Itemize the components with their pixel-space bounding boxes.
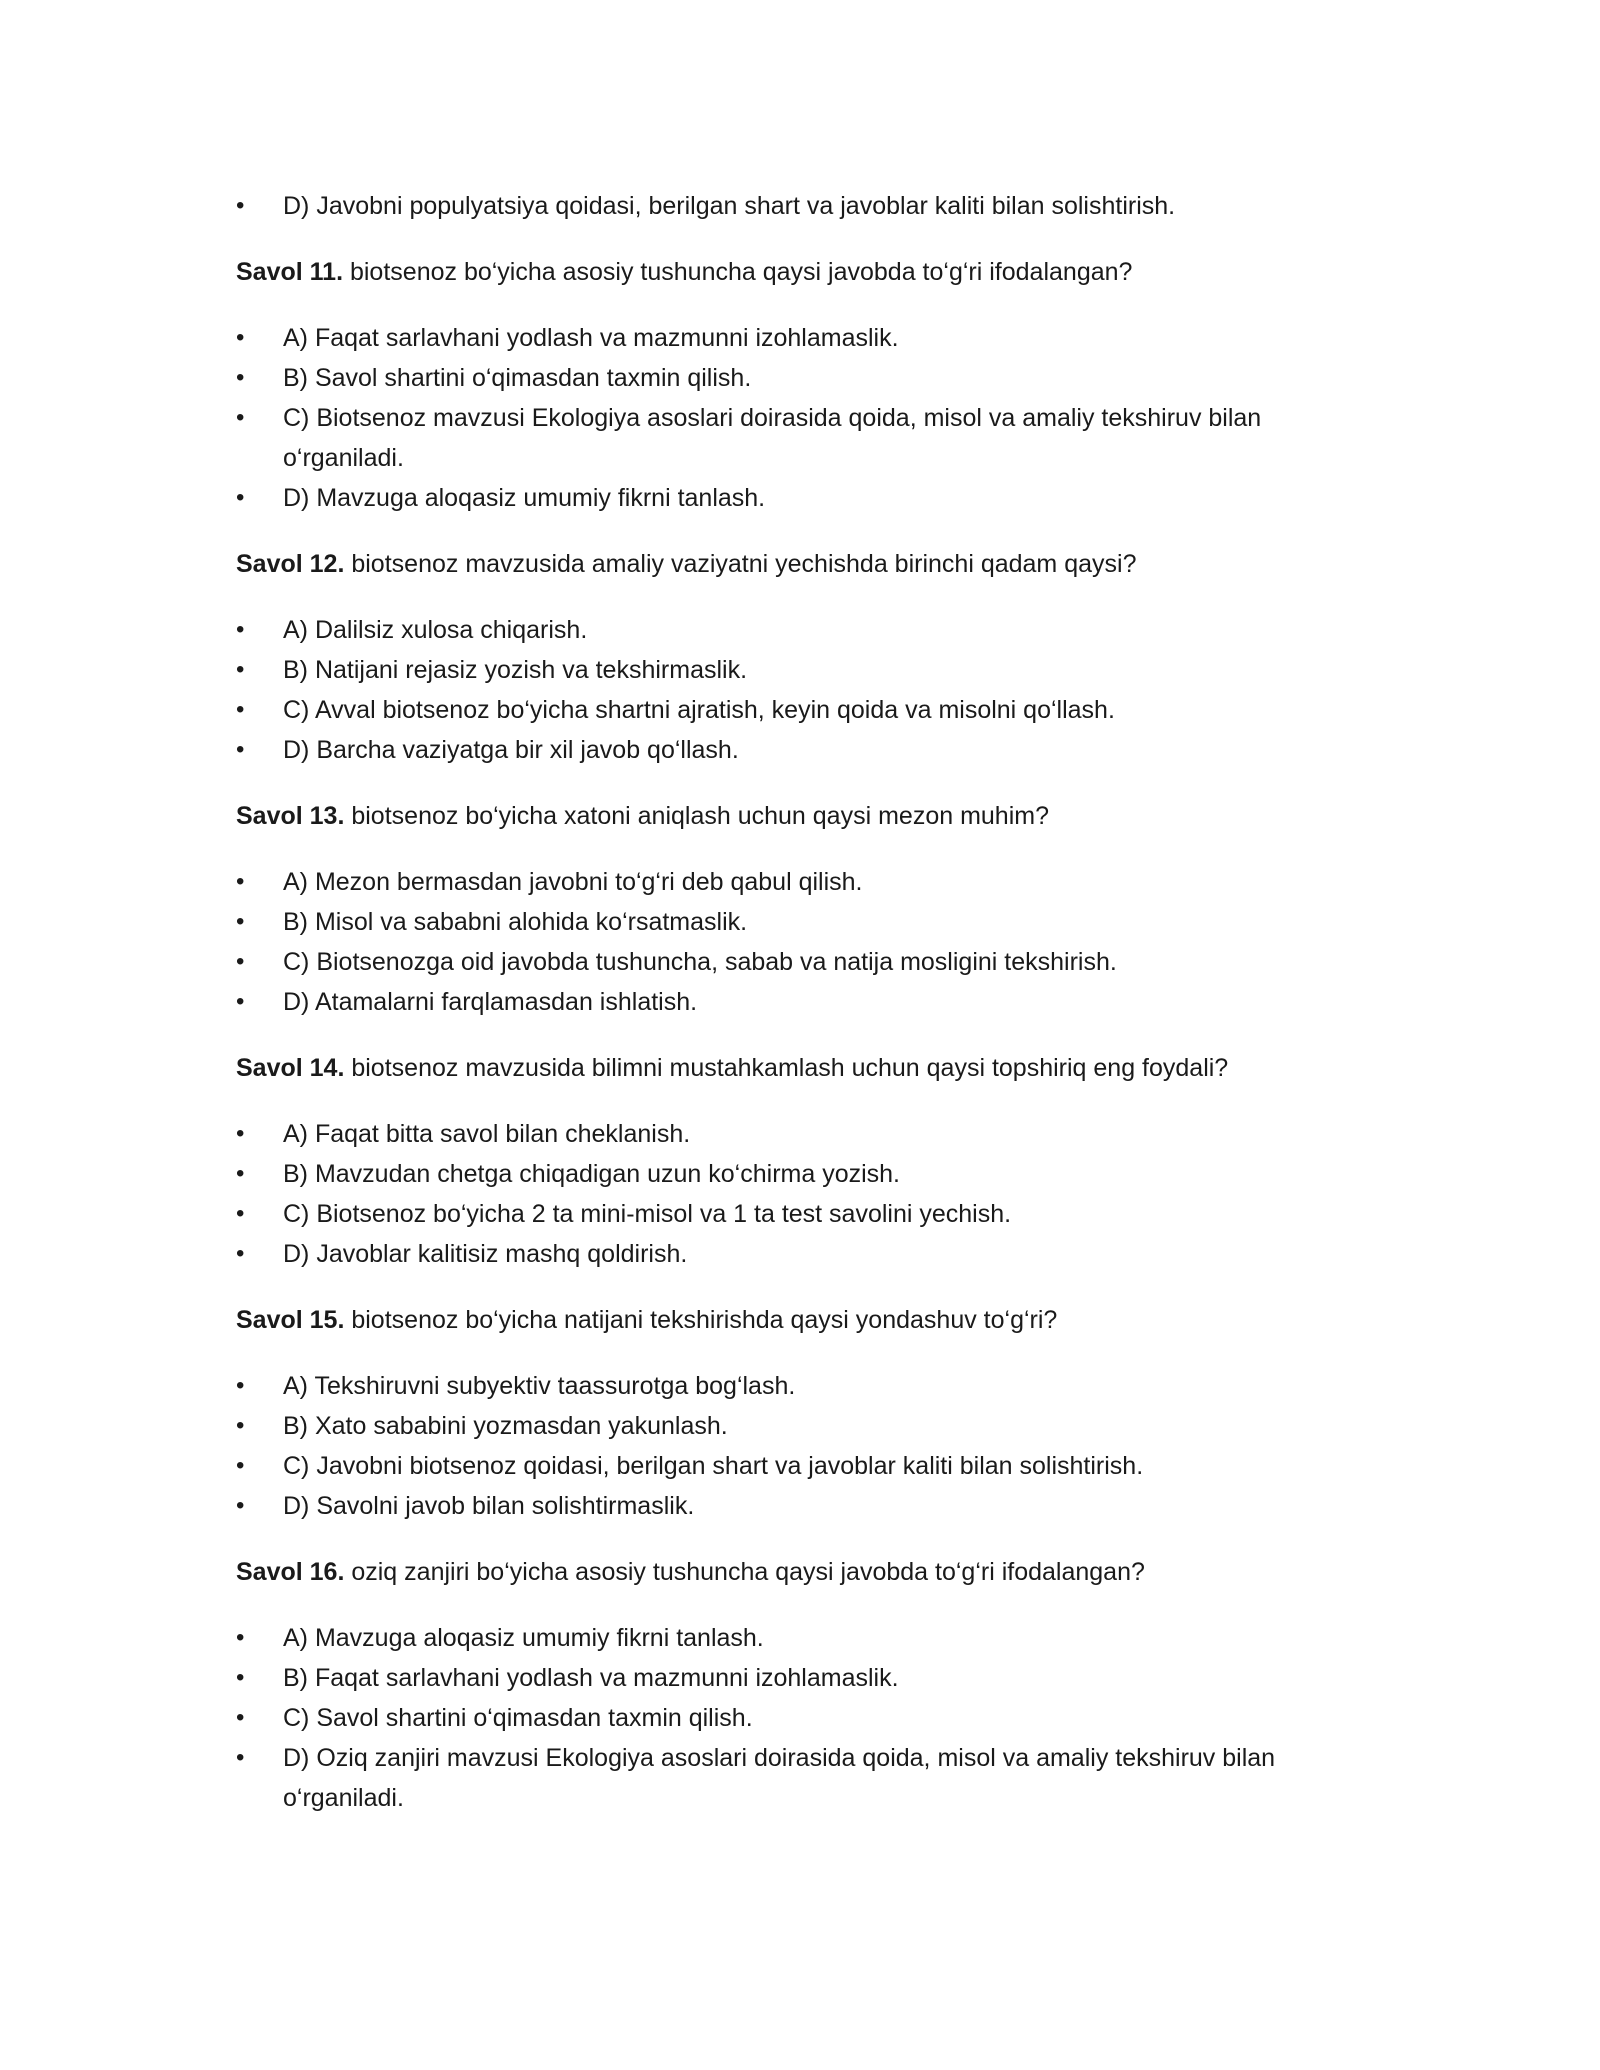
bullet-icon: • [236, 364, 245, 391]
question-label: Savol 13. [236, 802, 345, 830]
options-list [236, 862, 1366, 1022]
option-text: B) Mavzudan chetga chiqadigan uzun ko‘chirma yozish. [283, 1160, 901, 1188]
list-item [236, 1658, 1366, 1698]
list-item [236, 1406, 1366, 1446]
list-item [236, 862, 1366, 902]
question-14 [236, 1048, 1366, 1088]
list-item [236, 942, 1366, 982]
option-text: C) Biotsenoz bo‘yicha 2 ta mini-misol va 1 ta test savolini yechish. [283, 1200, 1012, 1228]
bullet-icon: • [236, 192, 245, 219]
bullet-icon: • [236, 1372, 245, 1399]
option-text: D) Savolni javob bilan solishtirmaslik. [283, 1492, 695, 1520]
list-item [236, 398, 1366, 478]
option-text: A) Faqat sarlavhani yodlash va mazmunni izohlamaslik. [283, 324, 899, 352]
question-block-13 [236, 796, 1366, 1022]
question-block-14 [236, 1048, 1366, 1274]
option-text: B) Faqat sarlavhani yodlash va mazmunni izohlamaslik. [283, 1664, 899, 1692]
list-item [236, 902, 1366, 942]
option-text: A) Mavzuga aloqasiz umumiy fikrni tanlash. [283, 1624, 764, 1652]
bullet-icon: • [236, 868, 245, 895]
bullet-icon: • [236, 1240, 245, 1267]
list-item [236, 1486, 1366, 1526]
question-text: biotsenoz bo‘yicha xatoni aniqlash uchun qaysi mezon muhim? [344, 802, 1049, 830]
question-15 [236, 1300, 1366, 1340]
question-label: Savol 12. [236, 550, 345, 578]
question-text: biotsenoz bo‘yicha natijani tekshirishda qaysi yondashuv to‘g‘ri? [344, 1306, 1058, 1334]
bullet-icon: • [236, 1664, 245, 1691]
document-content [236, 186, 1366, 1818]
question-label: Savol 14. [236, 1054, 345, 1082]
question-text: biotsenoz bo‘yicha asosiy tushuncha qaysi javobda to‘g‘ri ifodalangan? [343, 258, 1133, 286]
bullet-icon: • [236, 324, 245, 351]
question-label: Savol 11. [236, 258, 344, 286]
bullet-icon: • [236, 484, 245, 511]
list-item [236, 358, 1366, 398]
leading-options-list [236, 186, 1366, 226]
option-text: A) Dalilsiz xulosa chiqarish. [283, 616, 588, 644]
option-text: D) Javoblar kalitisiz mashq qoldirish. [283, 1240, 688, 1268]
list-item [236, 1366, 1366, 1406]
question-12 [236, 544, 1366, 584]
bullet-icon: • [236, 1120, 245, 1147]
bullet-icon: • [236, 1624, 245, 1651]
bullet-icon: • [236, 404, 245, 431]
option-text: B) Natijani rejasiz yozish va tekshirmaslik. [283, 656, 748, 684]
options-list [236, 1618, 1366, 1818]
bullet-icon: • [236, 696, 245, 723]
question-text: oziq zanjiri bo‘yicha asosiy tushuncha qaysi javobda to‘g‘ri ifodalangan? [344, 1558, 1145, 1586]
list-item [236, 1618, 1366, 1658]
option-text: D) Atamalarni farqlamasdan ishlatish. [283, 988, 698, 1016]
list-item [236, 1154, 1366, 1194]
option-text: B) Misol va sababni alohida ko‘rsatmaslik. [283, 908, 748, 936]
options-list [236, 1366, 1366, 1526]
list-item [236, 1738, 1366, 1818]
option-text: A) Faqat bitta savol bilan cheklanish. [283, 1120, 691, 1148]
bullet-icon: • [236, 948, 245, 975]
list-item [236, 730, 1366, 770]
option-text: D) Javobni populyatsiya qoidasi, berilgan shart va javoblar kaliti bilan solishtirish. [283, 192, 1176, 220]
list-item [236, 186, 1366, 226]
question-label: Savol 15. [236, 1306, 345, 1334]
option-text: D) Mavzuga aloqasiz umumiy fikrni tanlash. [283, 484, 766, 512]
options-list [236, 1114, 1366, 1274]
question-16 [236, 1552, 1366, 1592]
bullet-icon: • [236, 908, 245, 935]
question-11 [236, 252, 1366, 292]
options-list [236, 318, 1366, 518]
list-item [236, 982, 1366, 1022]
options-list [236, 610, 1366, 770]
list-item [236, 650, 1366, 690]
list-item [236, 610, 1366, 650]
bullet-icon: • [236, 1704, 245, 1731]
option-text: C) Savol shartini o‘qimasdan taxmin qilish. [283, 1704, 753, 1732]
question-13 [236, 796, 1366, 836]
list-item [236, 690, 1366, 730]
question-label: Savol 16. [236, 1558, 345, 1586]
list-item [236, 1698, 1366, 1738]
option-text: A) Mezon bermasdan javobni to‘g‘ri deb qabul qilish. [283, 868, 863, 896]
bullet-icon: • [236, 1744, 245, 1771]
list-item [236, 478, 1366, 518]
option-text: C) Avval biotsenoz bo‘yicha shartni ajratish, keyin qoida va misolni qo‘llash. [283, 696, 1115, 724]
option-text: B) Savol shartini o‘qimasdan taxmin qilish. [283, 364, 752, 392]
option-text: B) Xato sababini yozmasdan yakunlash. [283, 1412, 728, 1440]
bullet-icon: • [236, 1160, 245, 1187]
option-text: C) Javobni biotsenoz qoidasi, berilgan shart va javoblar kaliti bilan solishtirish. [283, 1452, 1144, 1480]
bullet-icon: • [236, 1200, 245, 1227]
question-block-11 [236, 252, 1366, 518]
bullet-icon: • [236, 1412, 245, 1439]
list-item [236, 318, 1366, 358]
bullet-icon: • [236, 1492, 245, 1519]
question-block-16 [236, 1552, 1366, 1818]
option-text: A) Tekshiruvni subyektiv taassurotga bog‘lash. [283, 1372, 796, 1400]
bullet-icon: • [236, 616, 245, 643]
bullet-icon: • [236, 1452, 245, 1479]
bullet-icon: • [236, 736, 245, 763]
question-block-15 [236, 1300, 1366, 1526]
option-text: C) Biotsenoz mavzusi Ekologiya asoslari doirasida qoida, misol va amaliy tekshiruv bilan o‘rganiladi. [283, 404, 1262, 472]
question-text: biotsenoz mavzusida bilimni mustahkamlash uchun qaysi topshiriq eng foydali? [344, 1054, 1229, 1082]
option-text: D) Oziq zanjiri mavzusi Ekologiya asoslari doirasida qoida, misol va amaliy tekshiruv bilan o‘rganiladi. [283, 1744, 1276, 1812]
bullet-icon: • [236, 656, 245, 683]
option-text: C) Biotsenozga oid javobda tushuncha, sabab va natija mosligini tekshirish. [283, 948, 1117, 976]
question-block-12 [236, 544, 1366, 770]
list-item [236, 1234, 1366, 1274]
list-item [236, 1114, 1366, 1154]
bullet-icon: • [236, 988, 245, 1015]
list-item [236, 1446, 1366, 1486]
list-item [236, 1194, 1366, 1234]
option-text: D) Barcha vaziyatga bir xil javob qo‘llash. [283, 736, 739, 764]
question-text: biotsenoz mavzusida amaliy vaziyatni yechishda birinchi qadam qaysi? [344, 550, 1137, 578]
